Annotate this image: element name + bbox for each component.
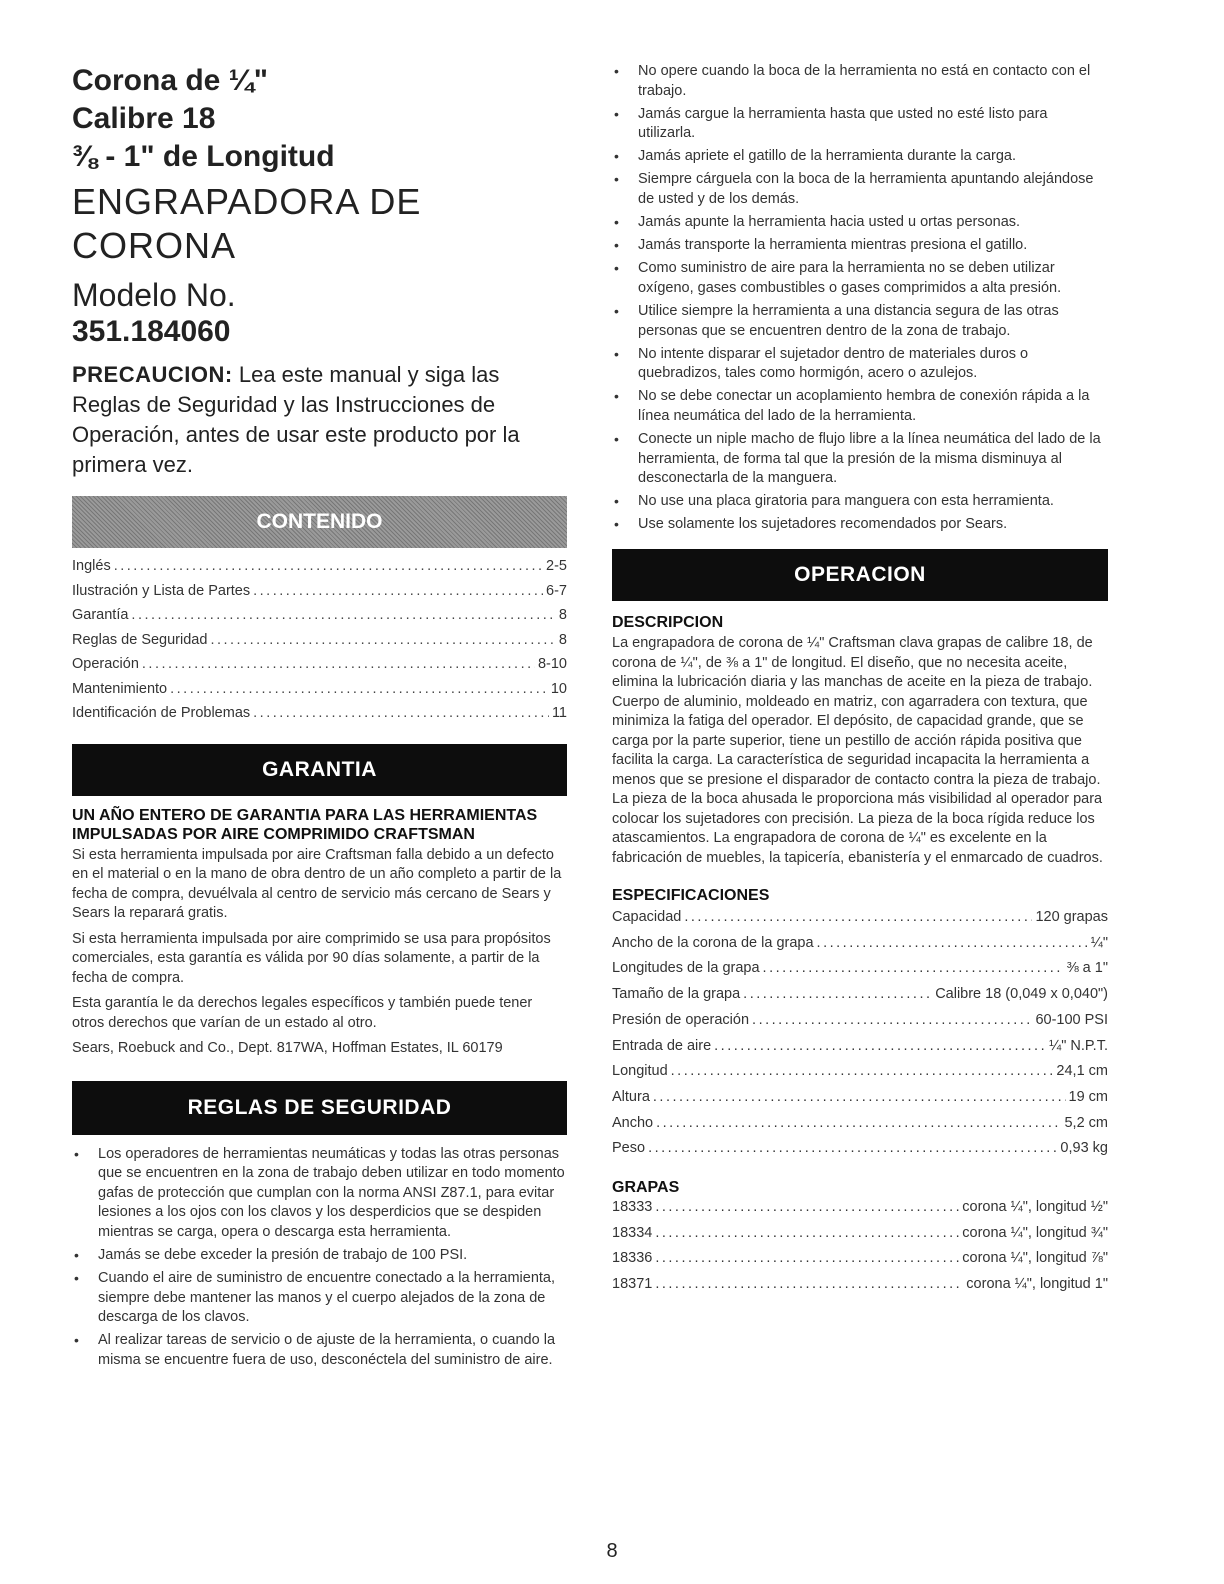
safety-rule-item: • No intente disparar el sujetador dentro de materiales duros o quebradizos, tales como hormigón, acero o azulejos.	[612, 345, 1108, 384]
safety-rules-list-right	[612, 62, 1108, 535]
safety-rule-item: • Como suministro de aire para la herramienta no se deben utilizar oxígeno, gases combustibles o gases comprimidos a alta presión.	[612, 259, 1108, 298]
product-spec-line-2: Calibre 18	[72, 102, 216, 135]
warranty-paragraph: Si esta herramienta impulsada por aire comprimido se usa para propósitos comerciales, esta garantía es válida por 90 días solamente, a partir de la fecha de compra.	[72, 930, 551, 986]
warranty-banner: GARANTIA	[72, 744, 567, 796]
spec-row: Longitudes de la grapa ..... ⅜ a 1"	[612, 960, 1108, 986]
contents-entry[interactable]: Reglas de Seguridad ..... 8	[72, 632, 567, 657]
safety-rule-item: • Jamás cargue la herramienta hasta que usted no esté listo para utilizarla.	[612, 105, 1108, 144]
contents-list	[72, 558, 567, 730]
safety-rule-item: • Los operadores de herramientas neumáticas y todas las otras personas que se encuentren en la zona de trabajo deben utilizar en todo momento gafas de protección que cumplan con la norma ANSI Z87.1, para evitar lesiones a los ojos con los clavos y los desperdicios que se despiden mientras se carga, opera o descarga esta herramienta.	[72, 1145, 567, 1243]
safety-rule-item: • Use solamente los sujetadores recomendados por Sears.	[612, 515, 1108, 535]
caution-notice	[72, 360, 567, 480]
spec-row: Capacidad ..... 120 grapas	[612, 909, 1108, 935]
safety-rule-item: • Siempre cárguela con la boca de la herramienta apuntando alejándose de usted y de los demás.	[612, 170, 1108, 209]
operation-banner: OPERACION	[612, 549, 1108, 601]
right-column	[612, 62, 1108, 1302]
product-spec-line-3: ⅜ - 1" de Longitud	[72, 140, 335, 173]
staple-row: 18333 ..... corona ¼", longitud ½"	[612, 1199, 1108, 1225]
safety-rules-list-left	[72, 1145, 567, 1371]
contents-entry[interactable]: Operación ..... 8-10	[72, 656, 567, 681]
page-number: 8	[606, 1540, 618, 1562]
product-spec-line-1: Corona de ¼"	[72, 64, 268, 97]
warranty-address: Sears, Roebuck and Co., Dept. 817WA, Hoffman Estates, IL 60179	[72, 1040, 503, 1056]
staple-row: 18371 ..... corona ¼", longitud 1"	[612, 1276, 1108, 1302]
caution-text: Lea este manual y siga las Reglas de Seguridad y las Instrucciones de Operación, antes de usar este producto por la primera vez.	[72, 362, 520, 477]
contents-entry[interactable]: Garantía ..... 8	[72, 607, 567, 632]
spec-row: Entrada de aire ..... ¼" N.P.T.	[612, 1038, 1108, 1064]
spec-row: Presión de operación ..... 60-100 PSI	[612, 1012, 1108, 1038]
description-text: La engrapadora de corona de ¼" Craftsman clava grapas de calibre 18, de corona de ¼", de ⅜ a 1" de longitud. El diseño, que no necesita aceite, elimina la lubricación diaria y las manchas de aceite en la pieza de trabajo. Cuerpo de aluminio, moldeado en matriz, con agarradera con textura, que minimiza la fatiga del operador. El depósito, de capacidad grande, que se carga por la parte superior, tiene un pestillo de acción rápida positiva que facilita la carga. La característica de seguridad incapacita la herramienta a menos que se presione el disparador de contacto contra la pieza de trabajo. La pieza de la boca ahusada le proporciona más visibilidad al operador para colocar los sujetadores con precisión. La pieza de la boca rígida reduce los atascamientos. La engrapadora de corona de ¼" es excelente en la fabricación de muebles, la tapicería, ebanistería y el enmarcado de cuadros.	[612, 635, 1103, 866]
safety-rule-item: • Jamás transporte la herramienta mientras presiona el gatillo.	[612, 236, 1108, 256]
contents-entry[interactable]: Identificación de Problemas ..... 11	[72, 705, 567, 730]
spec-row: Longitud ..... 24,1 cm	[612, 1063, 1108, 1089]
staples-list	[612, 1199, 1108, 1302]
contents-entry[interactable]: Mantenimiento ..... 10	[72, 681, 567, 706]
safety-rules-banner: REGLAS DE SEGURIDAD	[72, 1081, 567, 1135]
safety-rule-item: • Jamás se debe exceder la presión de trabajo de 100 PSI.	[72, 1246, 567, 1266]
model-number: 351.184060	[72, 315, 231, 348]
safety-rule-item: • No se debe conectar un acoplamiento hembra de conexión rápida a la línea neumática del lado de la herramienta.	[612, 387, 1108, 426]
safety-rule-item: • Conecte un niple macho de flujo libre a la línea neumática del lado de la herramienta, de forma tal que la presión de la misma disminuya al desconectarla de la manguera.	[612, 430, 1108, 489]
description-heading: DESCRIPCION	[612, 614, 724, 632]
left-column	[72, 62, 567, 1374]
spec-row: Peso ..... 0,93 kg	[612, 1140, 1108, 1166]
safety-rule-item: • Utilice siempre la herramienta a una distancia segura de las otras personas que se encuentren dentro de la zona de trabajo.	[612, 302, 1108, 341]
safety-rule-item: • No opere cuando la boca de la herramienta no está en contacto con el trabajo.	[612, 62, 1108, 101]
spec-row: Ancho de la corona de la grapa ..... ¼"	[612, 935, 1108, 961]
page-title-line-2: CORONA	[72, 225, 237, 266]
staple-row: 18334 ..... corona ¼", longitud ¾"	[612, 1225, 1108, 1251]
warranty-paragraph: Si esta herramienta impulsada por aire Craftsman falla debido a un defecto en el material o en la mano de obra dentro de un año completo a partir de la fecha de compra, devuélvala al centro de servicio más cercano de Sears y Sears la reparará gratis.	[72, 846, 562, 921]
page-title-line-1: ENGRAPADORA DE	[72, 181, 422, 222]
caution-label: PRECAUCION:	[72, 362, 233, 387]
safety-rule-item: • Al realizar tareas de servicio o de ajuste de la herramienta, o cuando la misma se encuentre fuera de uso, desconéctela del suministro de aire.	[72, 1331, 567, 1370]
safety-rule-item: • Jamás apriete el gatillo de la herramienta durante la carga.	[612, 147, 1108, 167]
staples-heading: GRAPAS	[612, 1178, 680, 1196]
staple-row: 18336 ..... corona ¼", longitud ⅞"	[612, 1250, 1108, 1276]
warranty-heading: UN AÑO ENTERO DE GARANTIA PARA LAS HERRAMIENTAS IMPULSADAS POR AIRE COMPRIMIDO CRAFTSMAN	[72, 806, 538, 843]
contents-entry[interactable]: Ilustración y Lista de Partes ..... 6-7	[72, 583, 567, 608]
safety-rule-item: • Cuando el aire de suministro de encuentre conectado a la herramienta, siempre debe mantener las manos y el cuerpo alejados de la zona de descarga de los clavos.	[72, 1269, 567, 1328]
contents-entry[interactable]: Inglés ..... 2-5	[72, 558, 567, 583]
contents-banner: CONTENIDO	[72, 496, 567, 548]
spec-row: Tamaño de la grapa ..... Calibre 18 (0,049 x 0,040")	[612, 986, 1108, 1012]
spec-row: Altura ..... 19 cm	[612, 1089, 1108, 1115]
specifications-heading: ESPECIFICACIONES	[612, 887, 770, 905]
specifications-list	[612, 909, 1108, 1166]
warranty-paragraph: Esta garantía le da derechos legales específicos y también puede tener otros derechos que varían de un estado al otro.	[72, 995, 533, 1031]
safety-rule-item: • No use una placa giratoria para manguera con esta herramienta.	[612, 492, 1108, 512]
model-label: Modelo No.	[72, 277, 236, 313]
safety-rule-item: • Jamás apunte la herramienta hacia usted u ortas personas.	[612, 213, 1108, 233]
spec-row: Ancho ..... 5,2 cm	[612, 1115, 1108, 1141]
